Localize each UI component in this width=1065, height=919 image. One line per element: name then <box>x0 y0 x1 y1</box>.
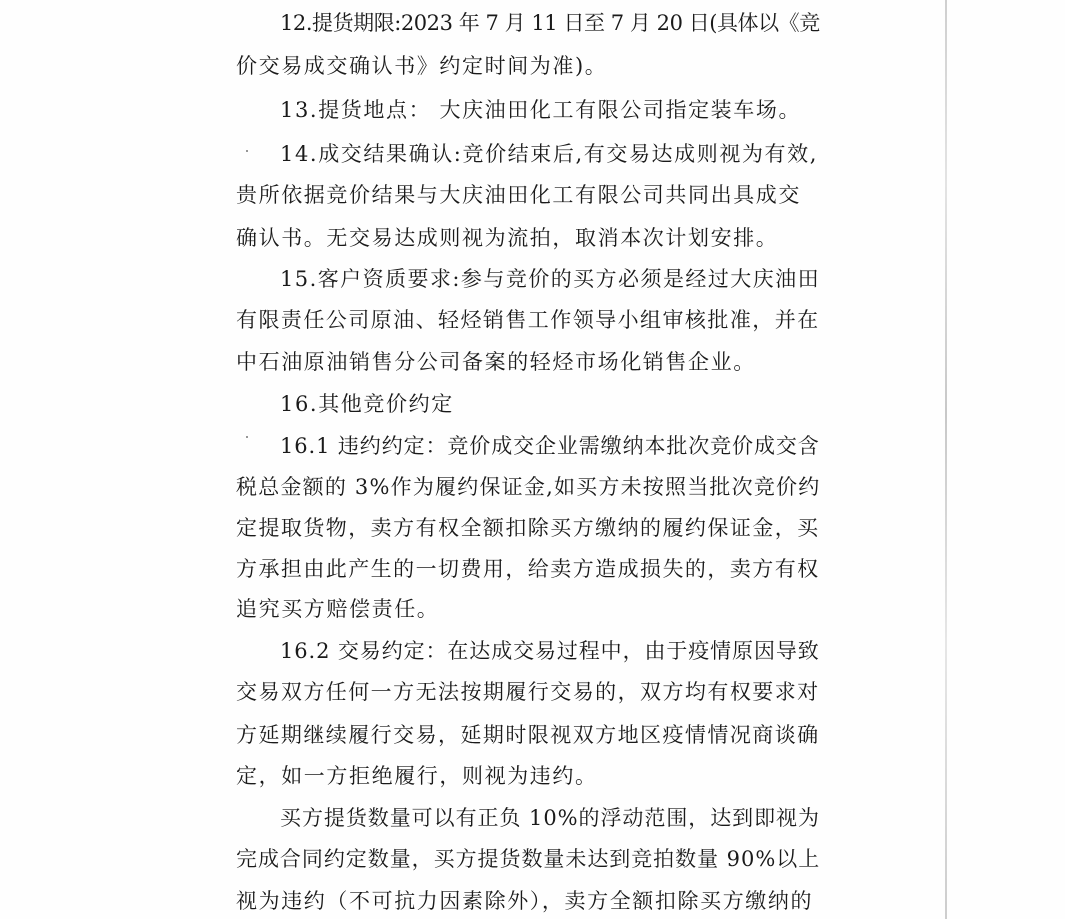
text-line-17: 交易双方任何一方无法按期履行交易的，双方均有权要求对 <box>236 680 820 704</box>
text-line-10: 16.其他竞价约定 <box>280 392 454 416</box>
text-line-7: 15.客户资质要求:参与竞价的买方必须是经过大庆油田 <box>280 267 821 291</box>
text-line-13: 定提取货物，卖方有权全额扣除买方缴纳的履约保证金，买 <box>236 516 820 540</box>
text-line-15: 追究买方赔偿责任。 <box>236 597 440 621</box>
text-line-6: 确认书。无交易达成则视为流拍，取消本次计划安排。 <box>236 226 779 250</box>
text-line-14: 方承担由此产生的一切费用，给卖方造成损失的，卖方有权 <box>236 557 820 581</box>
text-line-2: 价交易成交确认书》约定时间为准)。 <box>236 54 608 78</box>
text-line-11: 16.1 违约约定：竞价成交企业需缴纳本批次竞价成交含 <box>280 434 820 458</box>
text-line-18: 方延期继续履行交易，延期时限视双方地区疫情情况商谈确 <box>236 723 820 747</box>
text-line-4: 14.成交结果确认:竞价结束后,有交易达成则视为有效, <box>280 142 819 166</box>
text-line-21: 完成合同约定数量，买方提货数量未达到竞拍数量 90%以上 <box>236 847 821 871</box>
text-line-5: 贵所依据竞价结果与大庆油田化工有限公司共同出具成交 <box>236 183 801 207</box>
text-line-12: 税总金额的 3%作为履约保证金,如买方未按照当批次竞价约 <box>236 475 821 499</box>
text-line-16: 16.2 交易约定：在达成交易过程中，由于疫情原因导致 <box>280 639 820 663</box>
scan-speck <box>246 150 248 152</box>
text-line-1: 12.提货期限:2023 年 7 月 11 日至 7 月 20 日(具体以《竞 <box>280 11 820 35</box>
scan-edge-line <box>945 0 947 919</box>
text-line-20: 买方提货数量可以有正负 10%的浮动范围，达到即视为 <box>280 806 820 830</box>
text-line-19: 定，如一方拒绝履行，则视为违约。 <box>236 764 598 788</box>
scan-speck <box>246 436 248 438</box>
text-line-22: 视为违约（不可抗力因素除外），卖方全额扣除买方缴纳的 <box>236 889 814 913</box>
text-line-8: 有限责任公司原油、轻烃销售工作领导小组审核批准，并在 <box>236 308 820 332</box>
text-line-3: 13.提货地点： 大庆油田化工有限公司指定装车场。 <box>280 98 802 122</box>
text-line-9: 中石油原油销售分公司备案的轻烃市场化销售企业。 <box>236 350 756 374</box>
